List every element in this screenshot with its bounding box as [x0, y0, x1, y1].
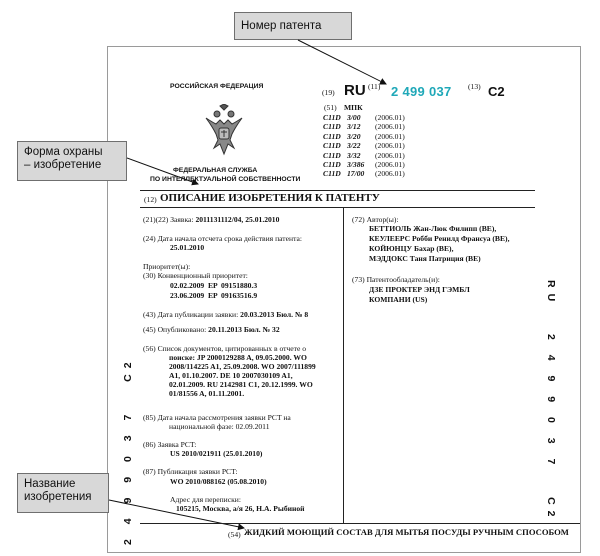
term-start-value: 25.01.2010 [170, 243, 205, 252]
doc-title-code: (12) [144, 195, 157, 204]
title-rule-bottom [140, 207, 535, 208]
ipc-row: C11D 17/00 (2006.01) [323, 169, 405, 179]
cited-line: 2008/114225 A1, 25.09.2008. WO 2007/111899 [169, 362, 316, 371]
pct-pub-value: WO 2010/088162 (05.08.2010) [170, 477, 267, 486]
invention-title: ЖИДКИЙ МОЮЩИЙ СОСТАВ ДЛЯ МЫТЬЯ ПОСУДЫ РУЧНЫМ СПОСОБОМ [244, 527, 569, 537]
cited-documents [143, 344, 316, 398]
title-rule-top [140, 190, 535, 191]
term-start-label: (24) Дата начала отсчета срока действия патента: [143, 234, 302, 243]
author-name: МЭДДОКС Таня Патриция (BE) [369, 254, 481, 263]
cited-line: 02.01.2009. RU 2142981 C1, 20.12.1999. WO [169, 380, 313, 389]
side-number-left: 2 4 9 9 0 3 7 C2 [122, 356, 134, 545]
side-number-right: RU 2 4 9 9 0 3 7 C2 [545, 280, 557, 523]
pct-app-label: (86) Заявка PCT: [143, 440, 197, 449]
ipc-row: C11D 3/12 (2006.01) [323, 122, 405, 132]
country-code: RU [344, 82, 366, 99]
code-11: (11) [368, 82, 381, 91]
ipc-list [323, 113, 433, 179]
pct-start-line: (85) Дата начала рассмотрения заявки PCT на [143, 413, 291, 422]
arrow-to-number [298, 40, 386, 84]
ipc-row: C11D 3/20 (2006.01) [323, 131, 405, 141]
priority-label: Приоритет(ы): [143, 262, 191, 271]
owner-name: КОМПАНИ (US) [369, 295, 428, 304]
code-13: (13) [468, 82, 481, 91]
ipc-row: C11D 3/00 (2006.01) [323, 113, 405, 122]
callout-patent-number: Номер патента [234, 12, 352, 40]
author-name: КОЙЮНЦУ Бахар (BE), [369, 244, 454, 253]
address-value: 105215, Москва, а/я 26, Н.А. Рыбиной [176, 504, 305, 513]
code-51: (51) [324, 103, 337, 112]
published-row: (45) Опубликовано: 20.11.2013 Бюл. № 32 [143, 325, 280, 334]
doc-title: ОПИСАНИЕ ИЗОБРЕТЕНИЯ К ПАТЕНТУ [160, 192, 380, 204]
kind-code: C2 [488, 84, 505, 99]
service-line-2: ПО ИНТЕЛЛЕКТУАЛЬНОЙ СОБСТВЕННОСТИ [150, 176, 301, 183]
invention-code: (54) [228, 530, 241, 539]
callout-invention-name: Название изобретения [17, 473, 109, 513]
convention-label: (30) Конвенционный приоритет: [143, 271, 248, 280]
federation-label: РОССИЙСКАЯ ФЕДЕРАЦИЯ [170, 83, 264, 90]
cited-line: A1, 01.10.2007. DE 10 2007030109 A1, [169, 371, 293, 380]
pct-pub-label: (87) Публикация заявки PCT: [143, 467, 238, 476]
pct-start-line: национальной фазе: 02.09.2011 [169, 422, 270, 431]
owner-list [369, 285, 470, 305]
ipc-row: C11D 3/22 (2006.01) [323, 141, 405, 151]
cited-line: поиске: JP 2000129288 A, 09.05.2000. WO [169, 353, 307, 362]
author-name: КЕУЛЕЕРС Робби Ренилд Франсуа (BE), [369, 234, 510, 243]
convention-item: 02.02.2009 EP 09151880.3 [170, 281, 258, 290]
patent-number: 2 499 037 [391, 84, 452, 99]
mpk-label: МПК [344, 103, 363, 112]
invention-rule [140, 523, 580, 524]
convention-item: 23.06.2009 EP 09163516.9 [170, 291, 258, 300]
callout-protection-form: Форма охраны – изобретение [17, 141, 127, 181]
authors-label: (72) Автор(ы): [352, 215, 399, 224]
owner-name: ДЗЕ ПРОКТЕР ЭНД ГЭМБЛ [369, 285, 470, 294]
pub-app-row: (43) Дата публикации заявки: 20.03.2013 Бюл. № 8 [143, 310, 309, 319]
authors-list [369, 224, 509, 264]
application-row: (21)(22) Заявка: 2011131112/04, 25.01.2010 [143, 215, 280, 224]
cited-line: 01/81556 A, 01.11.2001. [169, 389, 245, 398]
ipc-row: C11D 3/386 (2006.01) [323, 159, 405, 169]
address-label: Адрес для переписки: [170, 495, 241, 504]
author-name: БЕТТИОЛЬ Жан-Люк Филипп (BE), [369, 224, 497, 233]
coat-of-arms-emblem [202, 104, 246, 156]
pct-start [143, 413, 291, 431]
cited-line: (56) Список документов, цитированных в отчете о [143, 344, 307, 353]
pct-app-value: US 2010/021911 (25.01.2010) [170, 449, 263, 458]
code-19: (19) [322, 88, 335, 97]
owner-label: (73) Патентообладатель(и): [352, 275, 440, 284]
ipc-row: C11D 3/32 (2006.01) [323, 150, 405, 160]
column-divider [343, 207, 344, 523]
service-line-1: ФЕДЕРАЛЬНАЯ СЛУЖБА [173, 167, 258, 174]
